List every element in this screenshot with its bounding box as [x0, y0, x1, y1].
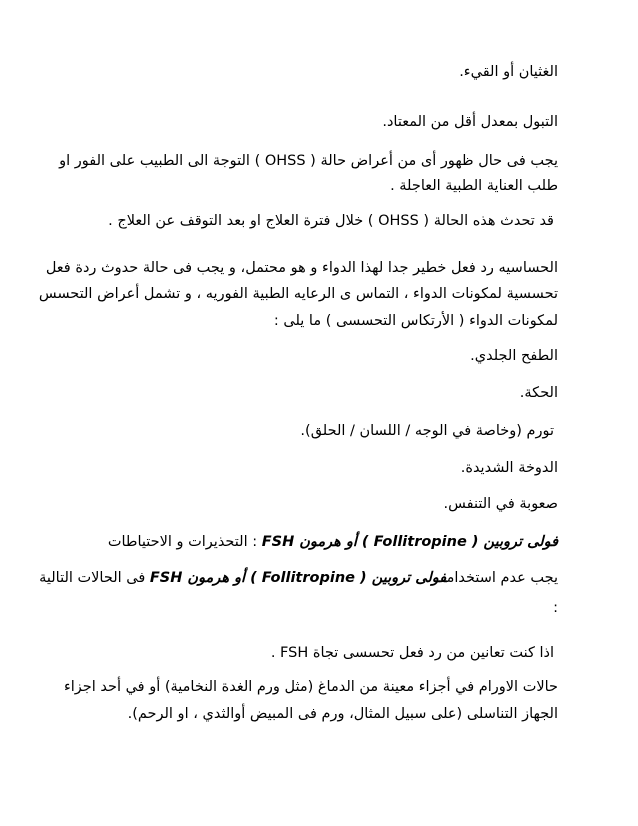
drug-name: فولى تروبين ( Follitropine ) أو هرمون FSH — [261, 534, 558, 550]
text-line: الطفح الجلدي. — [470, 348, 558, 364]
text-line: الجهاز التناسلى (على سبيل المثال، ورم فى المبيض أوالثدي ، او الرحم). — [127, 706, 558, 722]
text-line: صعوبة في التنفس. — [443, 496, 558, 512]
text-line: الحكة. — [519, 385, 558, 401]
text-line: حالات الاورام في أجزاء معينة من الدماغ (مثل ورم الغدة النخامية) أو في أحد اجزاء — [63, 679, 558, 695]
text-fragment: يجب عدم استخدام — [446, 570, 558, 586]
text-line: لمكونات الدواء ( الأرتكاس التحسسى ) ما يلى : — [273, 313, 558, 329]
heading-label: : التحذيرات و الاحتياطات — [107, 534, 262, 550]
text-line: قد تحدث هذه الحالة ( OHSS ) خلال فترة العلاج او بعد التوقف عن العلاج . — [108, 213, 554, 229]
drug-name: فولى تروبين ( Follitropine ) أو هرمون FSH — [149, 570, 447, 586]
text-line: تحسسية لمكونات الدواء ، التماس ى الرعايه الطبية الفوريه ، و تشمل أعراض التحسس — [38, 286, 558, 302]
text-line: الغثيان أو القيء. — [459, 64, 558, 80]
text-fragment: فى الحالات التالية — [39, 570, 150, 586]
warnings-heading — [108, 532, 558, 552]
text-line: اذا كنت تعانين من رد فعل تحسسى تجاة FSH . — [270, 645, 554, 661]
text-line — [39, 568, 558, 588]
text-line: يجب فى حال ظهور أى من أعراض حالة ( OHSS ) التوجة الى الطبيب على الفور او — [59, 153, 558, 169]
text-line: : — [553, 600, 558, 616]
text-line: تورم (وخاصة في الوجه / اللسان / الحلق). — [300, 423, 554, 439]
text-line: الحساسيه رد فعل خطير جدا لهذا الدواء و هو محتمل، و يجب فى حالة حدوث ردة فعل — [45, 260, 558, 276]
text-line: طلب العناية الطبية العاجلة . — [390, 178, 558, 194]
text-line: التبول بمعدل أقل من المعتاد. — [382, 114, 558, 130]
text-line: الدوخة الشديدة. — [460, 460, 558, 476]
